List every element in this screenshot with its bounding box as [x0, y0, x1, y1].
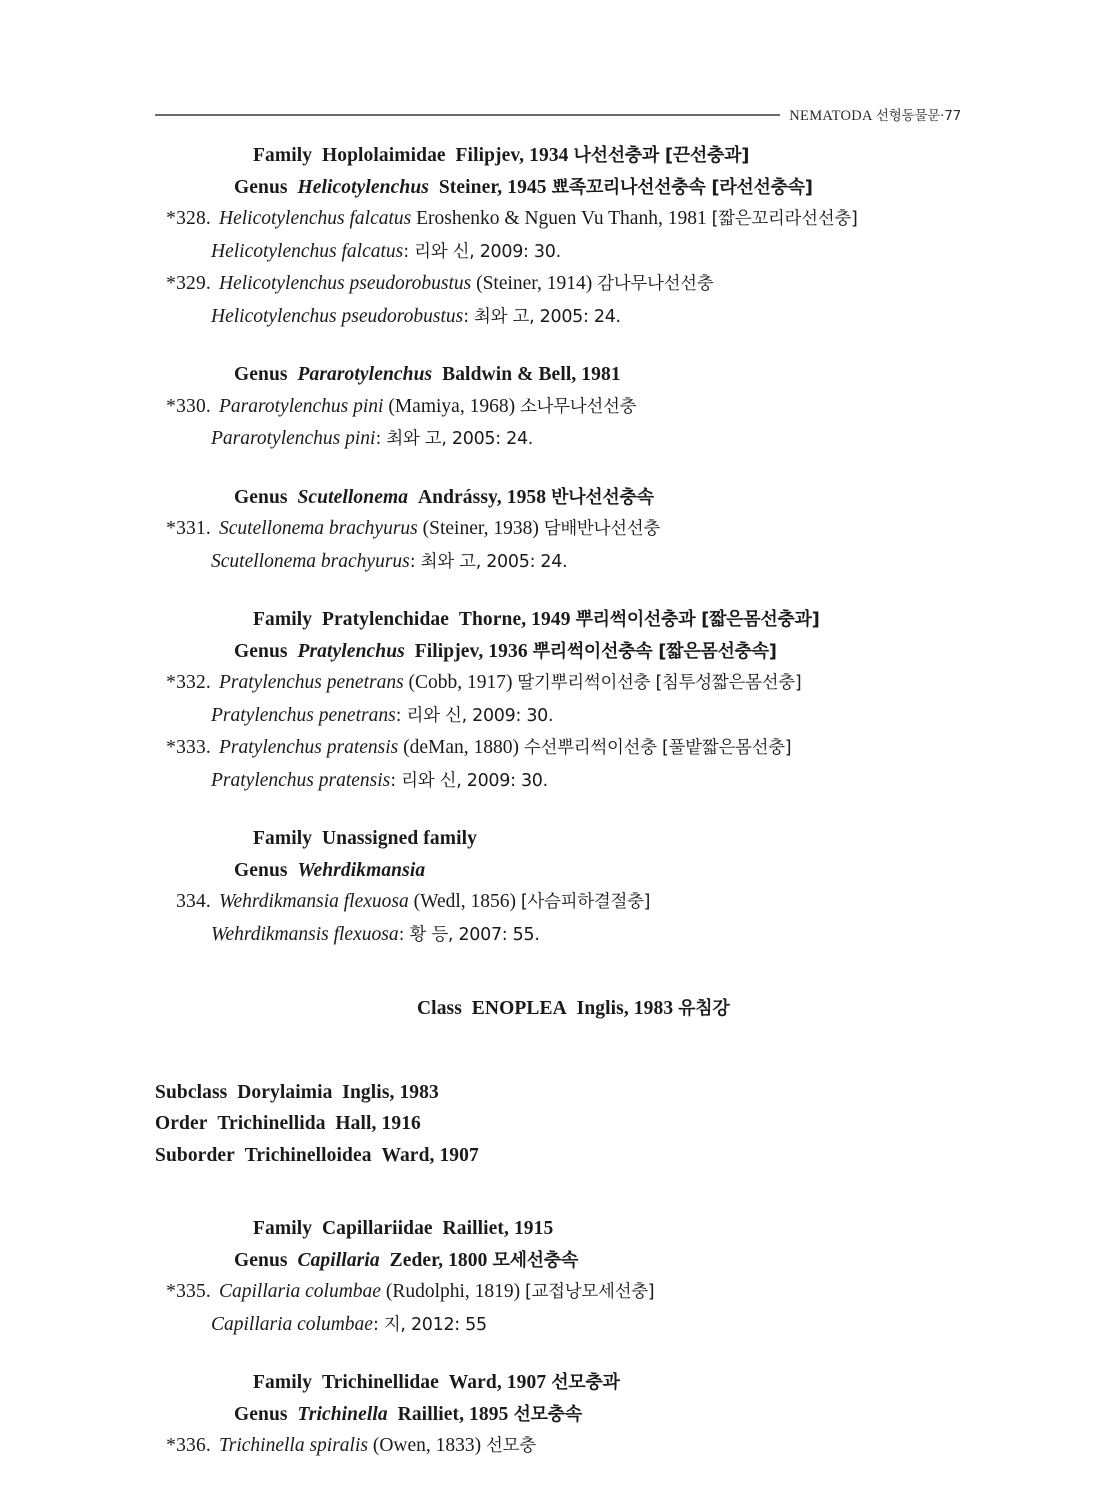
taxon-authority: Railliet, 1895	[397, 1403, 509, 1425]
species-korean-name: [사슴피하결절충]	[520, 892, 651, 912]
entry-number: 334.	[176, 891, 211, 912]
entry-332	[0, 667, 1100, 700]
taxon-name: Trichinellidae	[321, 1372, 439, 1393]
taxon-korean-name: 선모충과	[551, 1372, 620, 1393]
taxon-korean-name: 뾰족꼬리나선선충속 [라선선충속]	[551, 176, 813, 198]
entry-body	[211, 886, 650, 919]
entry-number: *331.	[166, 518, 211, 539]
heading-family-hoplolaimidae	[0, 140, 1100, 172]
taxon-name: Hoplolaimidae	[321, 145, 446, 166]
species-korean-name: 선모충	[486, 1436, 536, 1456]
heading-genus-wehrdikmansia	[0, 855, 1100, 887]
running-head-korean: 선형동물문·77	[875, 108, 961, 124]
entry-328	[0, 203, 1100, 236]
reference-species-name: Pararotylenchus pini	[211, 428, 376, 449]
taxon-authority: Zeder, 1800	[389, 1249, 488, 1271]
species-authority: (Rudolphi, 1819)	[385, 1281, 521, 1302]
heading-genus-scutellonema	[0, 482, 1100, 514]
taxon-name: Pratylenchidae	[321, 609, 449, 630]
heading-class-enoplea	[0, 993, 1100, 1025]
entry-number: *336.	[166, 1435, 211, 1456]
taxon-authority: Filipjev, 1934	[455, 145, 569, 166]
entry-334	[0, 886, 1100, 919]
entry-336	[0, 1430, 1100, 1463]
taxon-korean-name: 선모충속	[513, 1403, 582, 1425]
taxon-authority: Andrássy, 1958	[417, 486, 547, 508]
taxon-name: ENOPLEA	[471, 998, 567, 1019]
reference-species-name: Helicotylenchus pseudorobustus	[211, 305, 464, 327]
entry-number: *332.	[166, 672, 211, 693]
section-gap	[0, 456, 1100, 482]
entry-number: *328.	[166, 208, 211, 229]
heading-genus-trichinella	[0, 1399, 1100, 1431]
entry-body	[211, 1430, 536, 1463]
taxon-authority: Filipjev, 1936	[414, 640, 528, 662]
running-head-latin: NEMATODA	[789, 108, 872, 124]
reference-species-name: Helicotylenchus falcatus	[211, 240, 404, 262]
taxon-rank: Family	[253, 145, 313, 166]
taxon-name: Pratylenchus	[297, 640, 405, 662]
species-korean-name: 담배반나선선충	[543, 519, 660, 539]
species-name: Scutellonema brachyurus	[219, 518, 418, 539]
species-name: Wehrdikmansia flexuosa	[219, 891, 409, 912]
taxon-authority: Inglis, 1983	[576, 998, 674, 1019]
entry-329	[0, 268, 1100, 301]
taxon-korean-name: 반나선선충속	[551, 486, 654, 508]
species-korean-name: 수선뿌리썩이선충 [풀밭짧은몸선충]	[523, 738, 792, 758]
taxon-name: Helicotylenchus	[297, 176, 429, 198]
reference-citation: : 황 등, 2007: 55.	[398, 924, 540, 945]
species-korean-name: 딸기뿌리썩이선충 [침투성짧은몸선충]	[517, 673, 802, 693]
taxon-rank: Suborder	[155, 1144, 235, 1166]
reference-333	[0, 765, 1100, 798]
section-gap	[0, 578, 1100, 604]
entry-body	[211, 732, 791, 765]
entry-body	[211, 513, 660, 546]
taxon-authority: Ward, 1907	[381, 1144, 479, 1166]
taxonomy-list	[0, 140, 1100, 1463]
taxon-authority: Thorne, 1949	[458, 609, 571, 630]
taxon-rank: Subclass	[155, 1081, 228, 1103]
taxon-rank: Family	[253, 1218, 313, 1239]
reference-330	[0, 423, 1100, 456]
taxon-authority: Inglis, 1983	[342, 1081, 439, 1103]
taxon-rank: Family	[253, 1372, 313, 1393]
species-korean-name: 소나무나선선충	[519, 396, 637, 417]
species-name: Pratylenchus penetrans	[219, 672, 404, 693]
entry-number: *329.	[166, 273, 211, 294]
entry-number: *335.	[166, 1281, 211, 1302]
reference-species-name: Scutellonema brachyurus	[211, 550, 410, 572]
entry-333	[0, 732, 1100, 765]
heading-genus-capillaria	[0, 1245, 1100, 1277]
taxon-rank: Order	[155, 1113, 208, 1134]
heading-family-pratylenchidae	[0, 604, 1100, 636]
species-name: Helicotylenchus pseudorobustus	[219, 273, 472, 294]
reference-citation: : 리와 신, 2009: 30.	[390, 770, 548, 791]
taxon-authority: Railliet, 1915	[442, 1218, 554, 1239]
reference-species-name: Capillaria columbae	[211, 1313, 373, 1335]
species-authority: (Wedl, 1856)	[413, 891, 517, 912]
reference-citation: : 리와 신, 2009: 30.	[395, 705, 554, 726]
entry-330	[0, 391, 1100, 424]
entry-body	[211, 667, 801, 700]
species-authority: (Steiner, 1938)	[422, 518, 539, 539]
running-head	[155, 104, 961, 125]
taxon-rank: Family	[253, 828, 313, 849]
entry-body	[211, 268, 713, 301]
taxon-korean-name: 나선선충과 [끈선충과]	[573, 145, 750, 166]
reference-334	[0, 919, 1100, 952]
taxon-name: Capillaria	[297, 1249, 380, 1271]
reference-332	[0, 700, 1100, 733]
heading-suborder-trichinelloidea	[0, 1140, 1100, 1172]
taxon-korean-name: 뿌리썩이선충과 [짧은몸선충과]	[575, 609, 820, 630]
taxon-name: Unassigned family	[321, 828, 477, 849]
taxon-korean-name: 유침강	[678, 998, 730, 1019]
taxon-korean-name: 모세선충속	[492, 1249, 578, 1271]
taxon-rank: Genus	[234, 859, 288, 881]
entry-number: *333.	[166, 737, 211, 758]
taxon-rank: Genus	[234, 176, 288, 198]
reference-species-name: Pratylenchus penetrans	[211, 704, 396, 726]
reference-citation: : 최와 고, 2005: 24.	[409, 551, 568, 572]
taxon-rank: Genus	[234, 1403, 288, 1425]
species-name: Pararotylenchus pini	[219, 395, 384, 417]
taxon-name: Scutellonema	[297, 486, 409, 508]
species-authority: (Mamiya, 1968)	[388, 395, 516, 417]
species-korean-name: 감나무나선선충	[597, 274, 714, 294]
entry-number: *330.	[166, 395, 211, 417]
species-authority: (Steiner, 1914)	[476, 273, 593, 294]
heading-family-capillariidae	[0, 1213, 1100, 1245]
entry-331	[0, 513, 1100, 546]
species-name: Helicotylenchus falcatus	[219, 208, 412, 229]
reference-331	[0, 546, 1100, 579]
reference-citation: : 최와 고, 2005: 24.	[463, 306, 621, 327]
section-gap	[0, 1171, 1100, 1213]
reference-329	[0, 301, 1100, 334]
running-head-text	[789, 104, 961, 125]
heading-family-unassigned	[0, 823, 1100, 855]
heading-subclass-dorylaimia	[0, 1077, 1100, 1109]
taxon-rank: Family	[253, 609, 313, 630]
taxon-name: Dorylaimia	[237, 1081, 333, 1103]
species-name: Pratylenchus pratensis	[219, 737, 399, 758]
heading-family-trichinellidae	[0, 1367, 1100, 1399]
taxon-rank: Genus	[234, 640, 288, 662]
class-gap	[0, 951, 1100, 993]
section-gap	[0, 333, 1100, 359]
species-name: Trichinella spiralis	[219, 1435, 368, 1456]
species-korean-name: [교접낭모세선충]	[525, 1282, 655, 1302]
taxon-name: Capillariidae	[321, 1218, 433, 1239]
taxon-name: Trichinella	[297, 1403, 388, 1425]
reference-species-name: Pratylenchus pratensis	[211, 769, 391, 791]
species-korean-name: [짧은꼬리라선선충]	[711, 209, 858, 229]
reference-citation: : 지, 2012: 55	[372, 1314, 487, 1335]
heading-genus-helicotylenchus	[0, 172, 1100, 204]
taxon-rank: Genus	[234, 486, 288, 508]
entry-body	[211, 1276, 654, 1309]
taxon-authority: Ward, 1907	[448, 1372, 547, 1393]
species-authority: (Cobb, 1917)	[408, 672, 513, 693]
heading-order-trichinellida	[0, 1108, 1100, 1140]
reference-citation: : 리와 신, 2009: 30.	[403, 241, 561, 262]
taxon-authority: Steiner, 1945	[438, 176, 547, 198]
entry-body	[211, 203, 857, 236]
entry-335	[0, 1276, 1100, 1309]
taxon-name: Trichinellida	[217, 1113, 326, 1134]
reference-328	[0, 236, 1100, 269]
entry-body	[211, 391, 636, 424]
species-name: Capillaria columbae	[219, 1281, 381, 1302]
species-authority: Eroshenko & Nguen Vu Thanh, 1981	[416, 208, 707, 229]
taxon-authority: Baldwin & Bell, 1981	[442, 364, 621, 385]
species-authority: (Owen, 1833)	[372, 1435, 482, 1456]
section-gap	[0, 1341, 1100, 1367]
taxon-authority: Hall, 1916	[335, 1113, 421, 1134]
class-gap-after	[0, 1025, 1100, 1077]
reference-citation: : 최와 고, 2005: 24.	[375, 429, 534, 449]
taxon-rank: Genus	[234, 1249, 288, 1271]
section-gap	[0, 797, 1100, 823]
reference-species-name: Wehrdikmansis flexuosa	[211, 923, 399, 945]
taxon-korean-name: 뿌리썩이선충속 [짧은몸선충속]	[532, 640, 777, 662]
taxon-name: Pararotylenchus	[297, 364, 433, 385]
taxon-name: Trichinelloidea	[244, 1144, 372, 1166]
reference-335	[0, 1309, 1100, 1342]
taxon-name: Wehrdikmansia	[297, 859, 426, 881]
heading-genus-pararotylenchus	[0, 359, 1100, 391]
heading-genus-pratylenchus	[0, 636, 1100, 668]
taxon-rank: Class	[417, 998, 462, 1019]
running-head-rule	[155, 114, 780, 116]
species-authority: (deMan, 1880)	[403, 737, 520, 758]
taxon-rank: Genus	[234, 364, 288, 385]
